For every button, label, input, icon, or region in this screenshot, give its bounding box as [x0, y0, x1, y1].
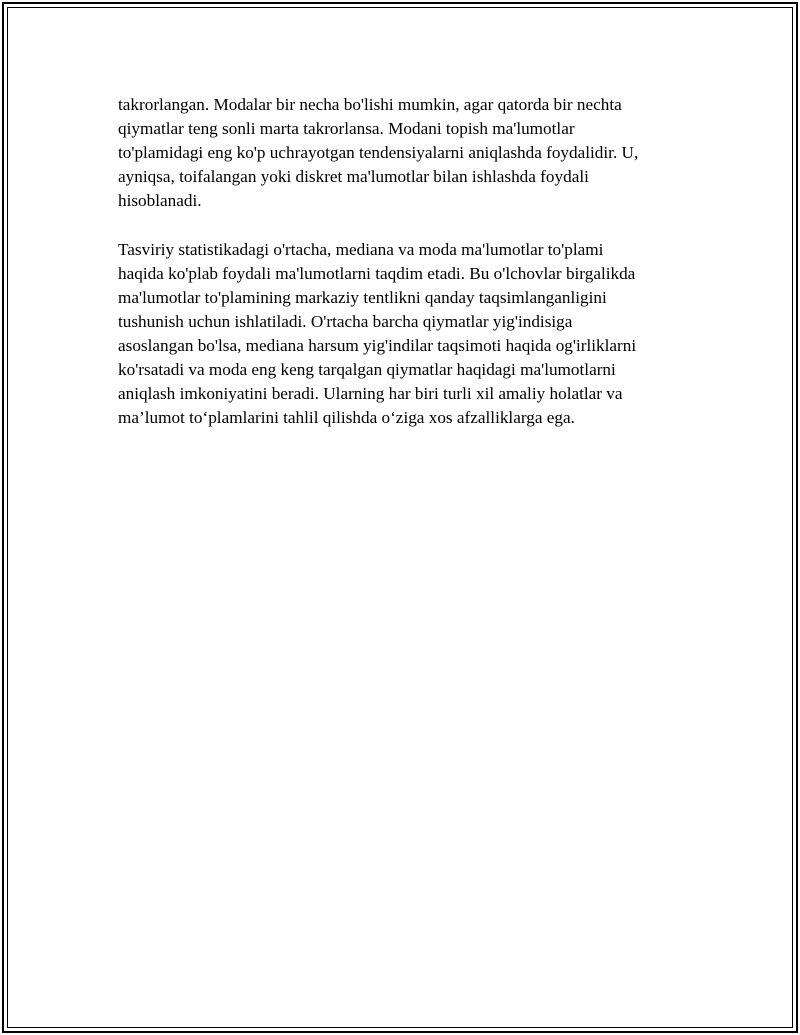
- paragraph-spacer: [118, 213, 678, 237]
- text-line: hisoblanadi.: [118, 191, 202, 211]
- document-body: [118, 93, 678, 430]
- text-line: qiymatlar teng sonli marta takrorlansa. Modani topish ma'lumotlar: [118, 119, 575, 139]
- paragraph-1: [118, 93, 678, 213]
- text-line: ayniqsa, toifalangan yoki diskret ma'lumotlar bilan ishlashda foydali: [118, 167, 589, 187]
- paragraph-2: [118, 238, 678, 431]
- text-line: aniqlash imkoniyatini beradi. Ularning har biri turli xil amaliy holatlar va: [118, 384, 623, 404]
- text-line: ma'lumotlar to'plamining markaziy tentlikni qanday taqsimlanganligini: [118, 287, 607, 307]
- text-line: asoslangan bo'lsa, mediana harsum yig'indilar taqsimoti haqida og'irliklarni: [118, 335, 637, 355]
- text-line: takrorlangan. Modalar bir necha bo'lishi mumkin, agar qatorda bir nechta: [118, 95, 622, 114]
- text-line: Tasviriy statistikadagi o'rtacha, mediana va moda ma'lumotlar to'plami: [118, 239, 604, 259]
- text-line: haqida ko'plab foydali ma'lumotlarni taqdim etadi. Bu o'lchovlar birgalikda: [118, 263, 636, 283]
- text-line: tushunish uchun ishlatiladi. O'rtacha barcha qiymatlar yig'indisiga: [118, 311, 573, 331]
- text-line: to'plamidagi eng ko'p uchrayotgan tendensiyalarni aniqlashda foydalidir. U,: [118, 143, 639, 163]
- text-line: ko'rsatadi va moda eng keng tarqalgan qiymatlar haqidagi ma'lumotlarni: [118, 360, 616, 380]
- text-line: ma’lumot to‘plamlarini tahlil qilishda o‘ziga xos afzalliklarga ega.: [118, 408, 575, 428]
